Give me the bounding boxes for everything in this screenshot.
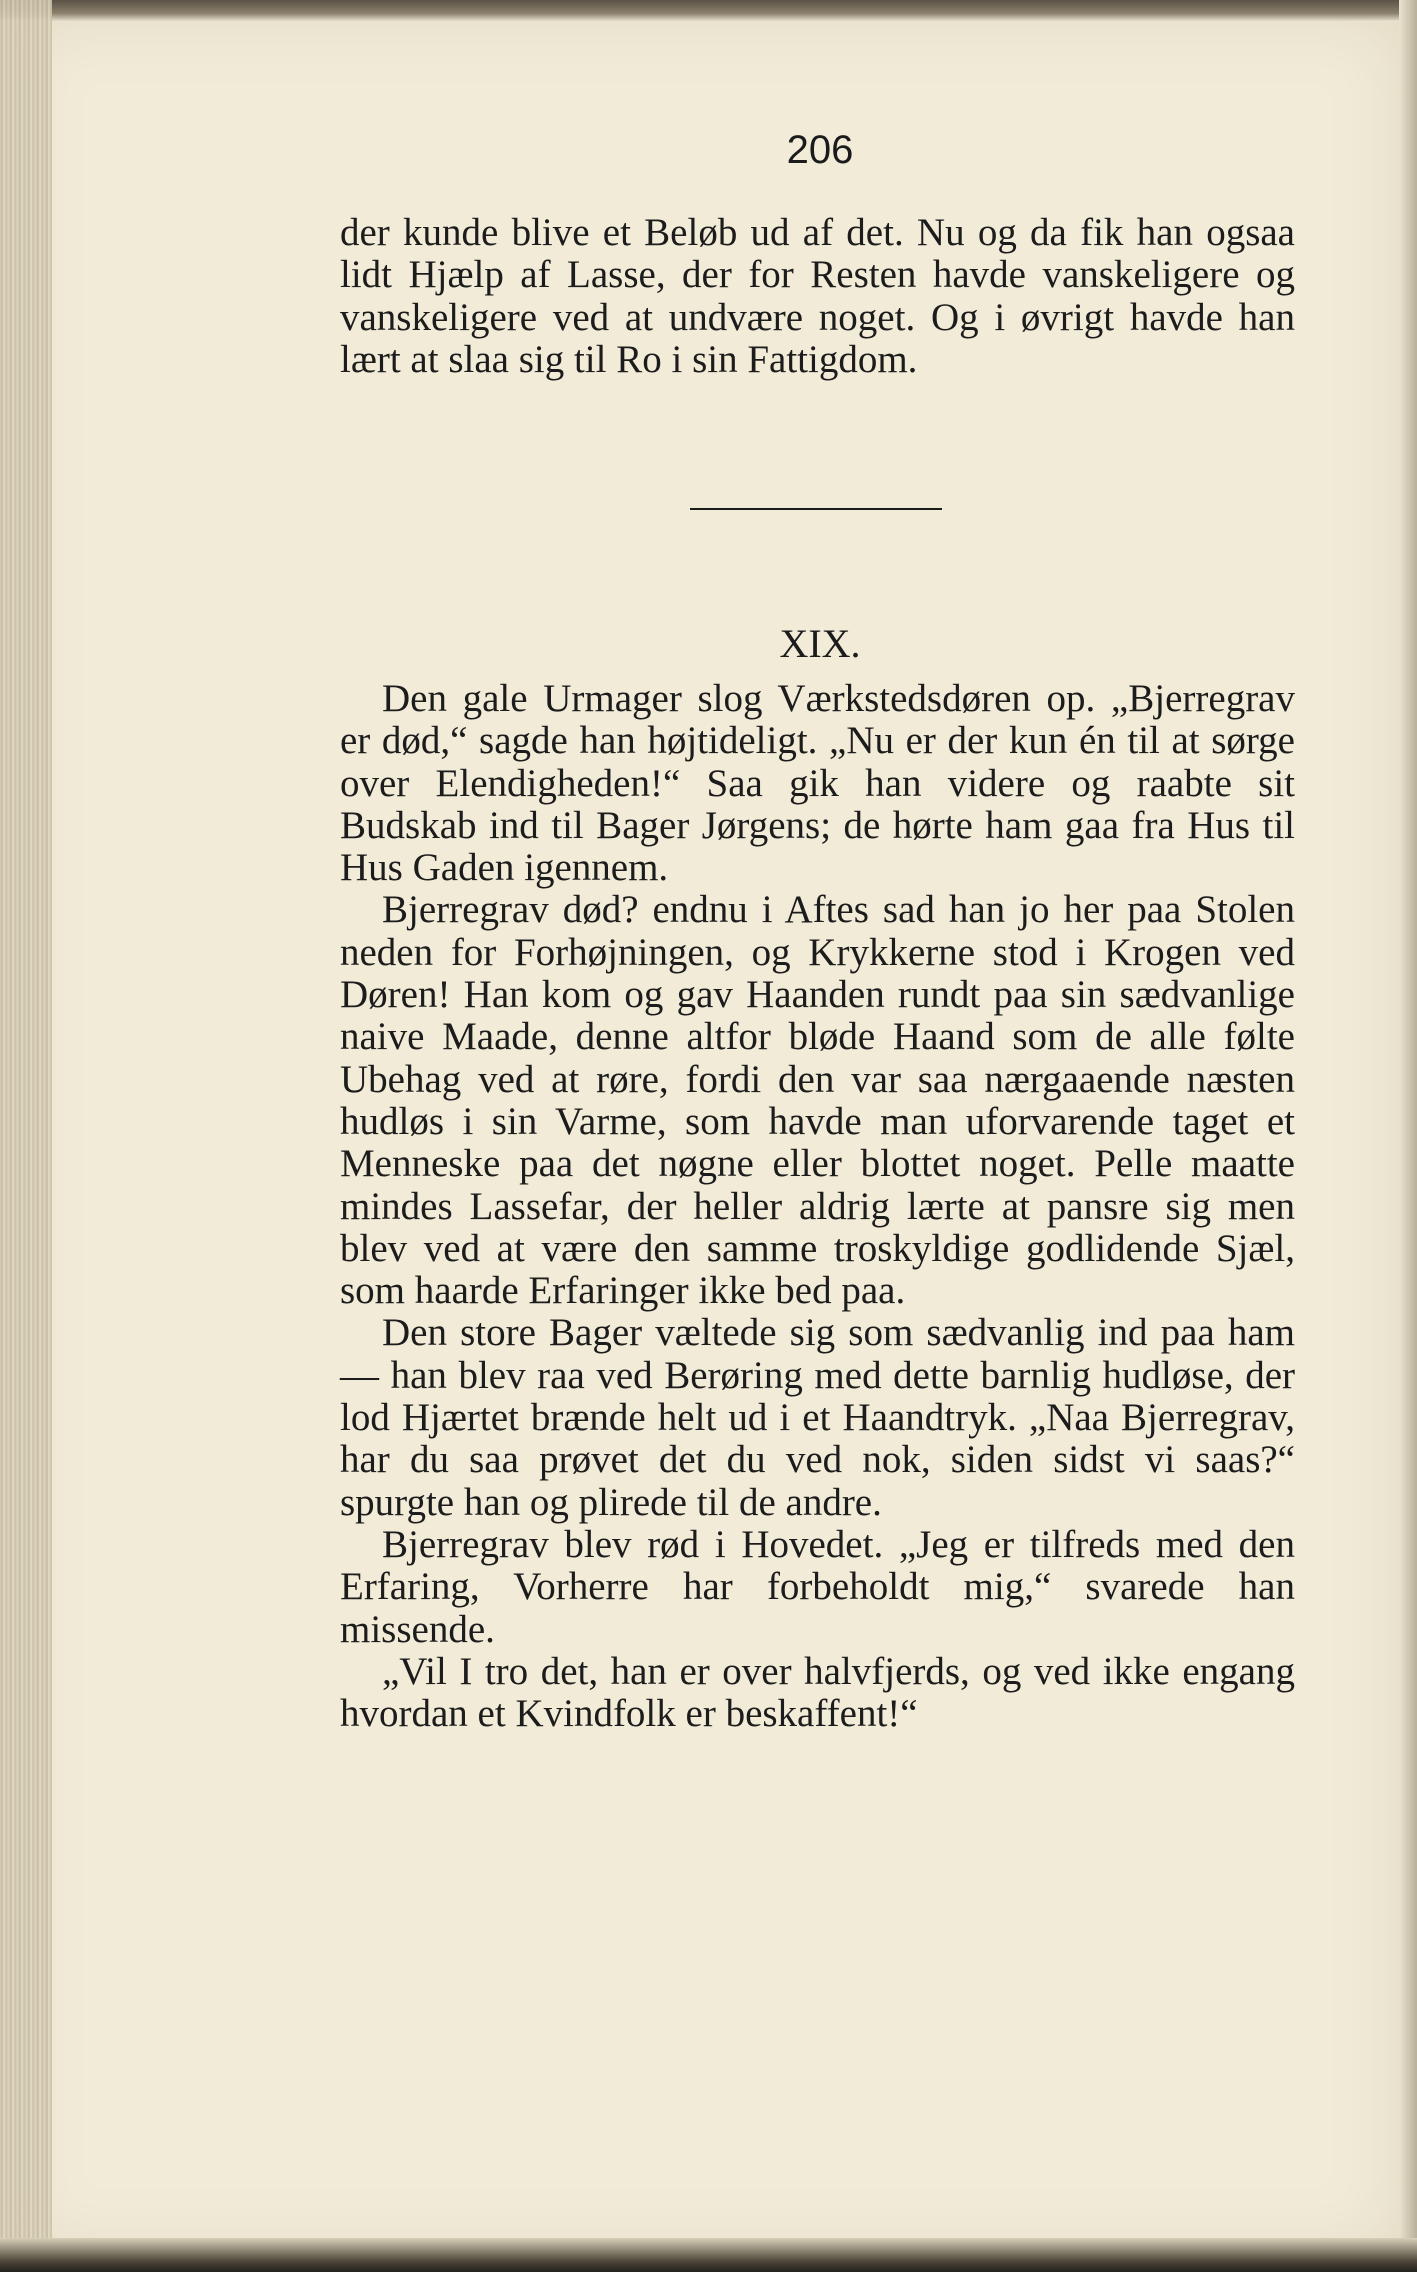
paragraph: „Vil I tro det, han er over halvfjerds, og ved ikke engang hvordan et Kvindfolk er beskaffent!“ [340, 1649, 1295, 1736]
paragraph: Den store Bager væltede sig som sædvanlig ind paa ham — han blev raa ved Berøring med dette barnlig hudløse, der lod Hjærtet brænde helt ud i et Haandtryk. „Naa Bjerregrav, har du saa prøvet det du ved nok, siden sidst vi saas?“ spurgte han og plirede til de andre. [340, 1311, 1295, 1524]
chapter-body [340, 678, 1295, 1735]
page-bottom-edge [0, 2238, 1417, 2272]
paragraph: Bjerregrav død? endnu i Aftes sad han jo her paa Stolen neden for Forhøjningen, og Krykkerne stod i Krogen ved Døren! Han kom og gav Haanden rundt paa sin sædvanlige naive Maade, denne altfor bløde Haand som de alle følte Ubehag ved at røre, fordi den var saa nærgaaende næsten hudløs i sin Varme, som havde man uforvarende taget et Menneske paa det nøgne eller blottet noget. Pelle maatte mindes Lassefar, der heller aldrig lærte at pansre sig men blev ved at være den samme troskyldige godlidende Sjæl, som haarde Erfaringer ikke bed paa. [340, 888, 1295, 1313]
page-number: 206 [786, 128, 854, 172]
paragraph: Bjerregrav blev rød i Hovedet. „Jeg er tilfreds med den Erfaring, Vorherre har forbeholdt mig,“ svarede han missende. [340, 1522, 1295, 1651]
page-top-edge [0, 0, 1417, 22]
book-spine-edge [0, 0, 52, 2272]
page-right-edge [1399, 0, 1417, 2272]
opening-text [340, 212, 1295, 381]
paragraph: Den gale Urmager slog Værkstedsdøren op. „Bjerregrav er død,“ sagde han højtideligt. „Nu er der kun én til at sørge over Elendigheden!“ Saa gik han videre og raabte sit Budskab ind til Bager Jørgens; de hørte ham gaa fra Hus til Hus Gaden igennem. [340, 677, 1295, 890]
opening-paragraph: der kunde blive et Beløb ud af det. Nu og da fik han ogsaa lidt Hjælp af Lasse, der for Resten havde vanskeligere og vanskeligere ved at undvære noget. Og i øvrigt havde han lært at slaa sig til Ro i sin Fattigdom. [340, 211, 1295, 381]
chapter-heading: XIX. [779, 621, 861, 666]
section-divider [690, 508, 942, 510]
